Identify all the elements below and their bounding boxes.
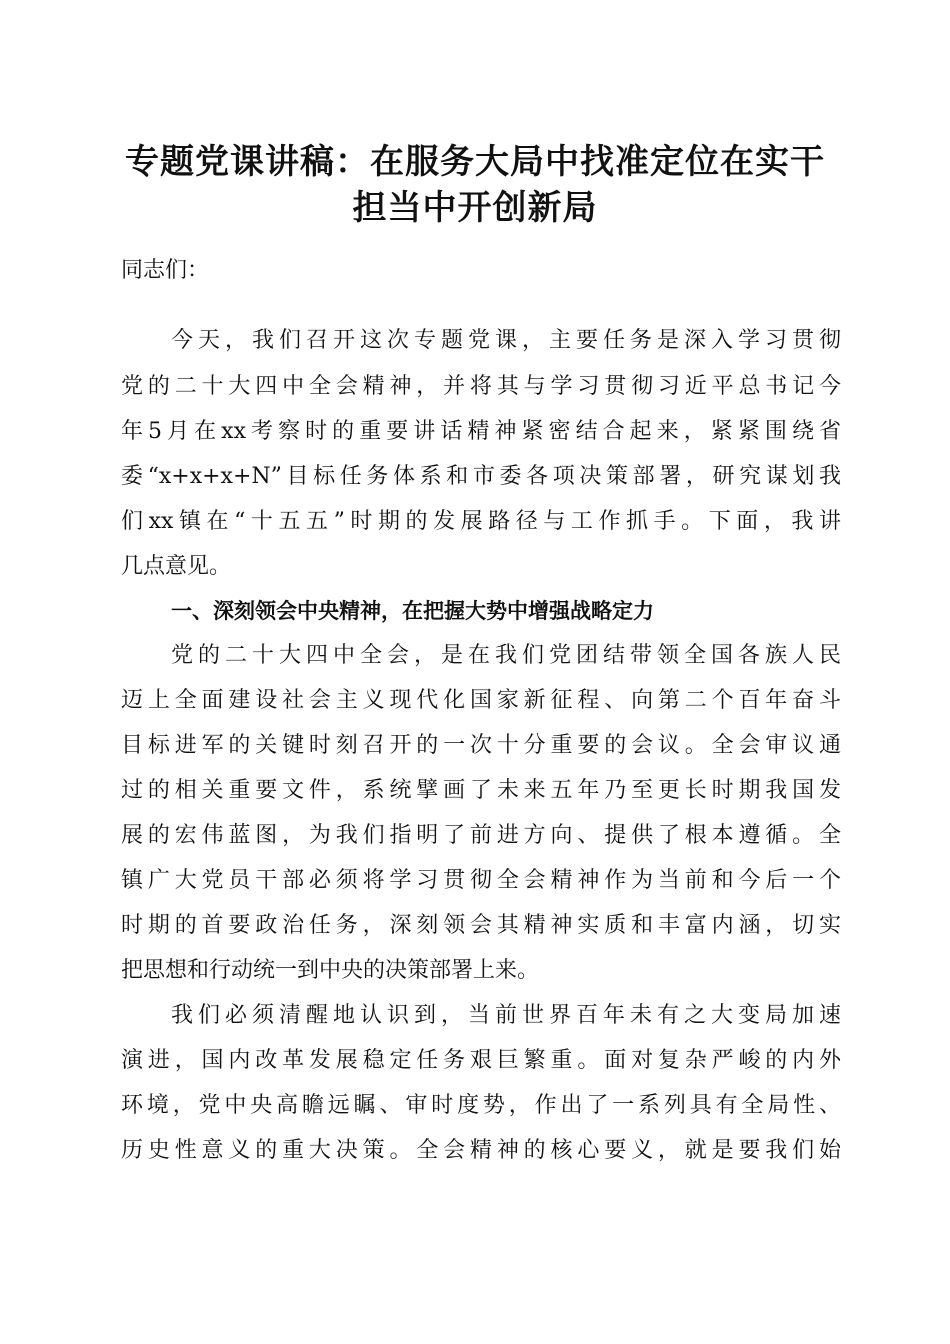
paragraph-2-line-7: 时期的首要政治任务，深刻领会其精神实质和丰富内涵，切实 <box>121 913 841 938</box>
paragraph-2-line-3: 目标进军的关键时刻召开的一次十分重要的会议。全会审议通 <box>121 733 841 758</box>
paragraph-1-line-2: 党的二十大四中全会精神，并将其与学习贯彻习近平总书记今 <box>121 374 841 399</box>
paragraph-3-line-2: 演进，国内改革发展稳定任务艰巨繁重。面对复杂严峻的内外 <box>121 1048 841 1073</box>
paragraph-1-line-1: 今天，我们召开这次专题党课，主要任务是深入学习贯彻 <box>171 328 841 353</box>
paragraph-2-line-4: 过的相关重要文件，系统擘画了未来五年乃至更长时期我国发 <box>121 778 841 803</box>
paragraph-3-line-3: 环境，党中央高瞻远瞩、审时度势，作出了一系列具有全局性、 <box>121 1093 841 1118</box>
document-title-line-2: 担当中开创新局 <box>352 188 598 228</box>
paragraph-1-line-6: 几点意见。 <box>121 554 232 579</box>
paragraph-3-line-4: 历史性意义的重大决策。全会精神的核心要义，就是要我们始 <box>121 1138 841 1163</box>
section-heading-1: 一、深刻领会中央精神，在把握大势中增强战略定力 <box>171 599 654 623</box>
paragraph-2-line-6: 镇广大党员干部必须将学习贯彻全会精神作为当前和今后一个 <box>121 868 841 893</box>
paragraph-2-line-2: 迈上全面建设社会主义现代化国家新征程、向第二个百年奋斗 <box>121 688 841 713</box>
paragraph-2-line-8: 把思想和行动统一到中央的决策部署上来。 <box>121 958 540 983</box>
paragraph-2-line-5: 展的宏伟蓝图，为我们指明了前进方向、提供了根本遵循。全 <box>121 823 841 848</box>
document-title-line-1: 专题党课讲稿：在服务大局中找准定位在实干 <box>125 142 825 182</box>
salutation: 同志们： <box>121 258 210 283</box>
paragraph-2-line-1: 党的二十大四中全会，是在我们党团结带领全国各族人民 <box>171 643 841 668</box>
paragraph-1-line-5: 们xx镇在“十五五”时期的发展路径与工作抓手。下面，我讲 <box>121 509 841 534</box>
paragraph-1-line-3: 年5月在xx考察时的重要讲话精神紧密结合起来，紧紧围绕省 <box>121 419 841 444</box>
paragraph-3-line-1: 我们必须清醒地认识到，当前世界百年未有之大变局加速 <box>171 1003 841 1028</box>
paragraph-1-line-4: 委“x+x+x+N”目标任务体系和市委各项决策部署，研究谋划我 <box>121 464 841 489</box>
